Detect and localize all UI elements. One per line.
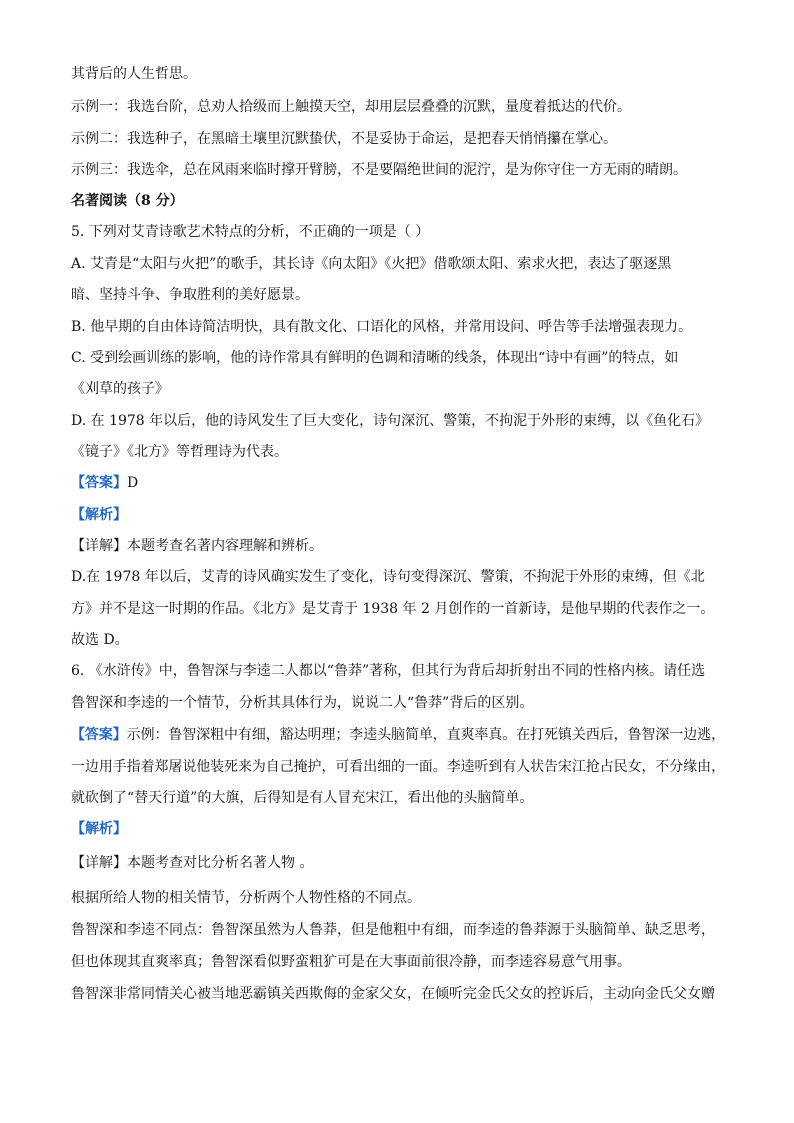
explanation-line: 方》并不是这一时期的作品。《北方》是艾青于 1938 年 2 月创作的一首新诗，是他早期的代表作之一。 bbox=[71, 601, 715, 617]
section-heading: 名著阅读（8 分） bbox=[71, 193, 184, 209]
conclusion-line: 故选 D。 bbox=[71, 632, 129, 648]
option-d: D. 在 1978 年以后，他的诗风发生了巨大变化，诗句深沉、警策，不拘泥于外形的束缚，以《鱼化石》 bbox=[71, 413, 710, 429]
detail-line: 【详解】本题考查对比分析名著人物 。 bbox=[71, 855, 314, 871]
example-line: 示例一：我选台阶，总劝人拾级而上触摸天空，却用层层叠叠的沉默，量度着抵达的代价。 bbox=[71, 99, 631, 115]
answer-tag: 【答案】 bbox=[71, 475, 127, 491]
answer-tag: 【答案】 bbox=[71, 727, 127, 743]
explanation-line: 但也体现其直爽率真；鲁智深看似野蛮粗犷可是在大事面前很冷静，而李逵容易意气用事。 bbox=[71, 954, 631, 970]
example-line: 示例三：我选伞，总在风雨来临时撑开臂膀，不是要隔绝世间的泥泞，是为你守住一方无雨的晴朗。 bbox=[71, 162, 687, 178]
option-a-cont: 暗、坚持斗争、争取胜利的美好愿景。 bbox=[71, 287, 309, 303]
answer-value: 示例：鲁智深粗中有细，豁达明理；李逵头脑简单，直爽率真。在打死镇关西后，鲁智深一边逃， bbox=[126, 727, 725, 743]
detail-line: 【详解】本题考查名著内容理解和辨析。 bbox=[71, 538, 323, 554]
option-c: C. 受到绘画训练的影响，他的诗作常具有鲜明的色调和清晰的线条，体现出“诗中有画”的特点，如 bbox=[71, 350, 679, 366]
answer-cont: 就砍倒了“替天行道”的大旗，后得知是有人冒充宋江，看出他的头脑简单。 bbox=[71, 790, 534, 806]
question-6: 6. 《水浒传》中，鲁智深与李逵二人都以“鲁莽”著称，但其行为背后却折射出不同的性格内核。请任选 bbox=[71, 663, 706, 679]
answer-cont: 一边用手指着郑屠说他装死来为自己掩护，可看出细的一面。李逵听到有人状告宋江抢占民女，不分缘由， bbox=[71, 759, 725, 775]
option-d-cont: 《镜子》《北方》等哲理诗为代表。 bbox=[71, 444, 288, 460]
explanation-line: 鲁智深非常同情关心被当地恶霸镇关西欺侮的金家父女，在倾听完金氏父女的控诉后，主动向金氏父女赠 bbox=[71, 986, 715, 1002]
answer-line bbox=[71, 473, 138, 493]
option-a: A. 艾青是“太阳与火把”的歌手，其长诗《向太阳》《火把》借歌颂太阳、索求火把，表达了驱逐黑 bbox=[71, 256, 672, 272]
answer-line bbox=[71, 725, 725, 745]
analysis-tag: 【解析】 bbox=[71, 821, 127, 837]
question-6-cont: 鲁智深和李逵的一个情节，分析其具体行为，说说二人“鲁莽”背后的区别。 bbox=[71, 695, 534, 711]
explanation-line: D.在 1978 年以后，艾青的诗风确实发生了变化，诗句变得深沉、警策，不拘泥于外形的束缚，但《北 bbox=[71, 569, 705, 585]
option-b: B. 他早期的自由体诗简洁明快，具有散文化、口语化的风格，并常用设问、呼告等手法增强表现力。 bbox=[71, 319, 693, 335]
answer-value: D bbox=[127, 475, 139, 491]
analysis-tag: 【解析】 bbox=[71, 507, 127, 523]
explanation-line: 鲁智深和李逵不同点：鲁智深虽然为人鲁莽，但是他粗中有细，而李逵的鲁莽源于头脑简单、缺乏思考， bbox=[71, 922, 715, 938]
example-line: 示例二：我选种子，在黑暗土壤里沉默蛰伏，不是妥协于命运，是把春天悄悄攥在掌心。 bbox=[71, 131, 617, 147]
option-c-cont: 《刈草的孩子》 bbox=[71, 381, 169, 397]
text-line: 其背后的人生哲思。 bbox=[71, 66, 197, 82]
question-5: 5. 下列对艾青诗歌艺术特点的分析，不正确的一项是（ ） bbox=[71, 224, 430, 240]
explanation-line: 根据所给人物的相关情节，分析两个人物性格的不同点。 bbox=[71, 890, 421, 906]
